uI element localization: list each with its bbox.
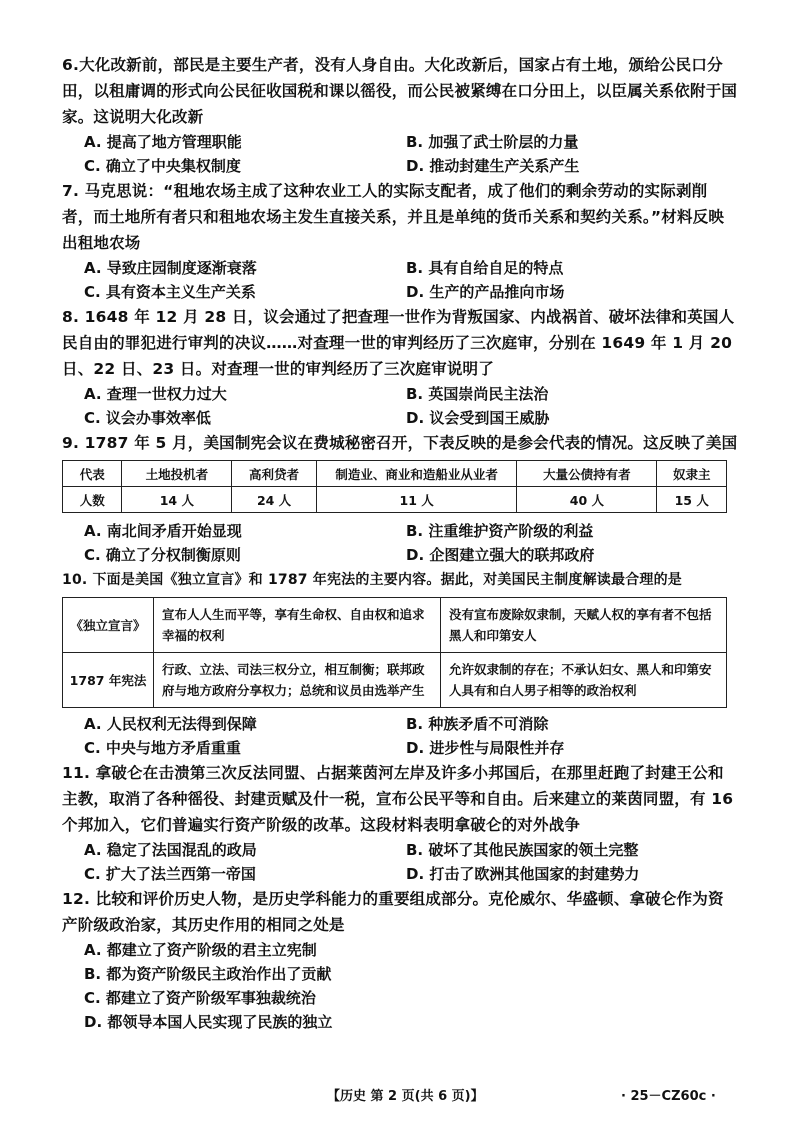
question-12 xyxy=(62,886,738,1034)
table-cell: 代表 xyxy=(63,461,122,487)
table-cell: 制造业、商业和造船业从业者 xyxy=(316,461,517,487)
option-d: D. 企图建立强大的联邦政府 xyxy=(406,546,595,564)
question-stem: 11. 拿破仑在击溃第三次反法同盟、占据莱茵河左岸及许多小邦国后，在那里赶跑了封建王公和主教，取消了各种徭役、封建贡赋及什一税，宣布公民平等和自由。后来建立的莱茵同盟，有 16 个邦加入，它们普遍实行资产阶级的改革。这段材料表明拿破仑的对外战争 xyxy=(62,764,734,834)
table-cell: 11 人 xyxy=(316,487,517,513)
option-d: D. 都领导本国人民实现了民族的独立 xyxy=(84,1013,333,1031)
table-cell: 大量公债持有者 xyxy=(517,461,657,487)
option-c: C. 议会办事效率低 xyxy=(84,409,211,427)
question-7 xyxy=(62,178,738,304)
table-cell: 土地投机者 xyxy=(122,461,232,487)
option-a: A. 查理一世权力过大 xyxy=(84,385,227,403)
option-c: C. 确立了分权制衡原则 xyxy=(84,546,241,564)
option-d: D. 议会受到国王威胁 xyxy=(406,409,550,427)
option-b: B. 加强了武士阶层的力量 xyxy=(406,133,579,151)
table-cell: 奴隶主 xyxy=(657,461,727,487)
question-8 xyxy=(62,304,738,430)
option-d: D. 打击了欧洲其他国家的封建势力 xyxy=(406,865,640,883)
option-b: B. 都为资产阶级民主政治作出了贡献 xyxy=(84,965,332,983)
table-header-cell: 《独立宣言》 xyxy=(63,598,154,653)
question-stem: 8. 1648 年 12 月 28 日，议会通过了把查理一世作为背叛国家、内战祸首、破坏法律和英国人民自由的罪犯进行审判的决议……对查理一世的审判经历了三次庭审，分别在 1649 年 1 月 20 日、22 日、23 日。对查理一世的审判经历了三次庭审说明了 xyxy=(62,308,735,378)
option-a: A. 导致庄园制度逐渐衰落 xyxy=(84,259,257,277)
delegates-table xyxy=(62,460,727,513)
table-cell: 允许奴隶制的存在；不承认妇女、黑人和印第安人具有和白人男子相等的政治权利 xyxy=(441,653,727,708)
option-b: B. 注重维护资产阶级的利益 xyxy=(406,522,594,540)
documents-table xyxy=(62,597,727,708)
table-cell: 15 人 xyxy=(657,487,727,513)
table-cell: 高利贷者 xyxy=(232,461,317,487)
exam-code: · 25－CZ60c · xyxy=(621,1089,716,1104)
page-number: 【历史 第 2 页(共 6 页)】 xyxy=(327,1089,484,1104)
table-cell: 人数 xyxy=(63,487,122,513)
question-stem: 12. 比较和评价历史人物，是历史学科能力的重要组成部分。克伦威尔、华盛顿、拿破仑作为资产阶级政治家，其历史作用的相同之处是 xyxy=(62,890,724,934)
option-b: B. 具有自给自足的特点 xyxy=(406,259,564,277)
table-cell: 行政、立法、司法三权分立，相互制衡；联邦政府与地方政府分享权力；总统和议员由选举产生 xyxy=(154,653,441,708)
question-10 xyxy=(62,567,738,760)
option-a: A. 提高了地方管理职能 xyxy=(84,133,242,151)
question-stem: 7. 马克思说：“租地农场主成了这种农业工人的实际支配者，成了他们的剩余劳动的实际剥削者，而土地所有者只和租地农场主发生直接关系，并且是单纯的货币关系和契约关系。”材料反映出租地农场 xyxy=(62,182,725,252)
option-b: B. 破坏了其他民族国家的领土完整 xyxy=(406,841,639,859)
question-stem: 10. 下面是美国《独立宣言》和 1787 年宪法的主要内容。据此，对美国民主制度解读最合理的是 xyxy=(62,572,682,588)
question-11 xyxy=(62,760,738,886)
option-d: D. 推动封建生产关系产生 xyxy=(406,157,580,175)
table-cell: 40 人 xyxy=(517,487,657,513)
option-d: D. 进步性与局限性并存 xyxy=(406,739,565,757)
option-c: C. 中央与地方矛盾重重 xyxy=(84,739,241,757)
table-cell: 没有宣布废除奴隶制，天赋人权的享有者不包括黑人和印第安人 xyxy=(441,598,727,653)
table-cell: 宣布人人生而平等，享有生命权、自由权和追求幸福的权利 xyxy=(154,598,441,653)
option-b: B. 英国崇尚民主法治 xyxy=(406,385,549,403)
option-a: A. 人民权利无法得到保障 xyxy=(84,715,257,733)
question-6 xyxy=(62,52,738,178)
table-row xyxy=(63,598,727,653)
table-row xyxy=(63,487,727,513)
option-c: C. 都建立了资产阶级军事独裁统治 xyxy=(84,989,316,1007)
exam-page xyxy=(62,52,738,1034)
question-stem: 6.大化改新前，部民是主要生产者，没有人身自由。大化改新后，国家占有土地，颁给公民口分田，以租庸调的形式向公民征收国税和课以徭役，而公民被紧缚在口分田上，以臣属关系依附于国家。这说明大化改新 xyxy=(62,56,738,126)
option-c: C. 具有资本主义生产关系 xyxy=(84,283,256,301)
option-a: A. 南北间矛盾开始显现 xyxy=(84,522,242,540)
option-a: A. 稳定了法国混乱的政局 xyxy=(84,841,257,859)
option-d: D. 生产的产品推向市场 xyxy=(406,283,565,301)
question-9 xyxy=(62,430,738,567)
table-row xyxy=(63,653,727,708)
table-row xyxy=(63,461,727,487)
table-header-cell: 1787 年宪法 xyxy=(63,653,154,708)
option-a: A. 都建立了资产阶级的君主立宪制 xyxy=(84,941,317,959)
table-cell: 14 人 xyxy=(122,487,232,513)
option-c: C. 确立了中央集权制度 xyxy=(84,157,241,175)
table-cell: 24 人 xyxy=(232,487,317,513)
option-c: C. 扩大了法兰西第一帝国 xyxy=(84,865,256,883)
question-stem: 9. 1787 年 5 月，美国制宪会议在费城秘密召开，下表反映的是参会代表的情况。这反映了美国 xyxy=(62,434,738,452)
option-b: B. 种族矛盾不可消除 xyxy=(406,715,549,733)
